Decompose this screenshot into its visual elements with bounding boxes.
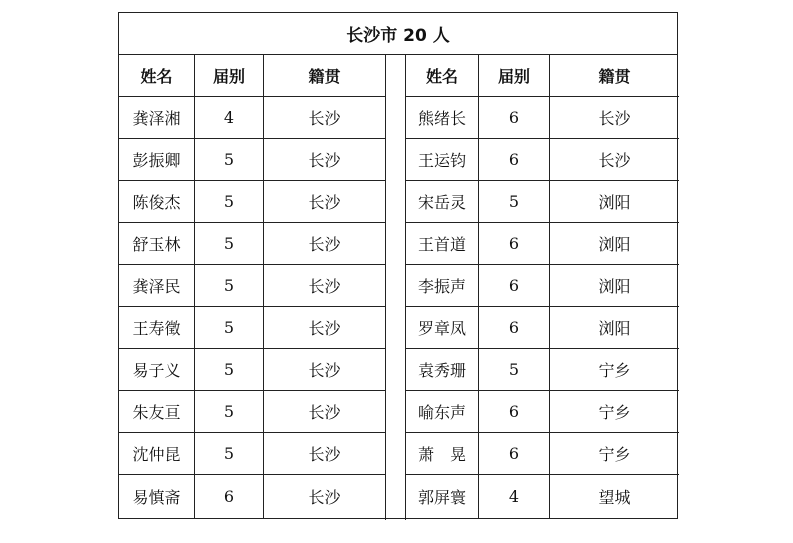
origin-cell: 长沙 <box>308 235 341 254</box>
session-cell: 5 <box>195 391 264 432</box>
header-row <box>119 55 385 97</box>
session-cell: 5 <box>195 265 264 306</box>
session-cell: 5 <box>195 349 264 390</box>
name-cell: 萧 晃 <box>406 433 479 474</box>
name-cell: 龚泽湘 <box>119 97 195 138</box>
name-cell: 王首道 <box>406 223 479 264</box>
left-table-half <box>119 55 386 520</box>
name-cell: 朱友亘 <box>119 391 195 432</box>
origin-cell: 长沙 <box>308 109 341 128</box>
session-cell: 5 <box>195 181 264 222</box>
table-row <box>406 349 679 391</box>
origin-cell: 长沙 <box>308 488 341 507</box>
origin-cell: 长沙 <box>598 151 631 170</box>
origin-cell: 长沙 <box>308 277 341 296</box>
table-row <box>406 139 679 181</box>
table-row <box>119 391 385 433</box>
header-session: 届别 <box>195 55 264 96</box>
table-row <box>406 97 679 139</box>
session-cell: 6 <box>479 307 550 348</box>
name-cell: 易慎斋 <box>119 475 195 518</box>
origin-cell: 长沙 <box>308 403 341 422</box>
name-cell: 舒玉林 <box>119 223 195 264</box>
table-row <box>119 433 385 475</box>
session-cell: 5 <box>479 349 550 390</box>
session-cell: 6 <box>479 391 550 432</box>
session-cell: 5 <box>195 223 264 264</box>
name-cell: 郭屏寰 <box>406 475 479 518</box>
origin-cell: 长沙 <box>308 151 341 170</box>
origin-cell: 长沙 <box>598 109 631 128</box>
name-cell: 喻东声 <box>406 391 479 432</box>
session-cell: 6 <box>479 265 550 306</box>
session-cell: 6 <box>479 223 550 264</box>
name-cell: 宋岳灵 <box>406 181 479 222</box>
name-cell: 王运钧 <box>406 139 479 180</box>
table-row <box>406 223 679 265</box>
right-table-half <box>405 55 679 520</box>
table-row <box>406 475 679 518</box>
session-cell: 4 <box>479 475 550 518</box>
table-row <box>406 265 679 307</box>
origin-cell: 望城 <box>598 488 631 507</box>
roster-table <box>118 12 678 519</box>
origin-cell: 长沙 <box>308 319 341 338</box>
origin-cell: 长沙 <box>308 361 341 380</box>
table-row <box>406 433 679 475</box>
table-row <box>406 181 679 223</box>
header-name: 姓名 <box>119 55 195 96</box>
table-title: 长沙市 20 人 <box>119 13 677 55</box>
name-cell: 袁秀珊 <box>406 349 479 390</box>
session-cell: 5 <box>195 139 264 180</box>
name-cell: 罗章凤 <box>406 307 479 348</box>
table-row <box>119 97 385 139</box>
session-cell: 5 <box>195 307 264 348</box>
name-cell: 李振声 <box>406 265 479 306</box>
origin-cell: 长沙 <box>308 445 341 464</box>
header-origin: 籍贯 <box>598 67 631 86</box>
origin-cell: 浏阳 <box>598 319 631 338</box>
table-row <box>119 181 385 223</box>
session-cell: 6 <box>479 97 550 138</box>
session-cell: 6 <box>479 139 550 180</box>
name-cell: 彭振卿 <box>119 139 195 180</box>
table-row <box>406 307 679 349</box>
origin-cell: 宁乡 <box>598 445 631 464</box>
table-row <box>119 349 385 391</box>
name-cell: 沈仲昆 <box>119 433 195 474</box>
name-cell: 龚泽民 <box>119 265 195 306</box>
header-name: 姓名 <box>406 55 479 96</box>
session-cell: 5 <box>479 181 550 222</box>
origin-cell: 宁乡 <box>598 361 631 380</box>
table-row <box>119 307 385 349</box>
name-cell: 易子义 <box>119 349 195 390</box>
name-cell: 王寿徵 <box>119 307 195 348</box>
table-row <box>119 475 385 518</box>
session-cell: 4 <box>195 97 264 138</box>
name-cell: 陈俊杰 <box>119 181 195 222</box>
header-origin: 籍贯 <box>308 67 341 86</box>
name-cell: 熊绪长 <box>406 97 479 138</box>
table-row <box>119 223 385 265</box>
table-row <box>406 391 679 433</box>
session-cell: 6 <box>195 475 264 518</box>
origin-cell: 浏阳 <box>598 277 631 296</box>
origin-cell: 浏阳 <box>598 193 631 212</box>
table-row <box>119 139 385 181</box>
table-row <box>119 265 385 307</box>
session-cell: 5 <box>195 433 264 474</box>
header-row <box>406 55 679 97</box>
origin-cell: 宁乡 <box>598 403 631 422</box>
origin-cell: 长沙 <box>308 193 341 212</box>
session-cell: 6 <box>479 433 550 474</box>
header-session: 届别 <box>479 55 550 96</box>
origin-cell: 浏阳 <box>598 235 631 254</box>
